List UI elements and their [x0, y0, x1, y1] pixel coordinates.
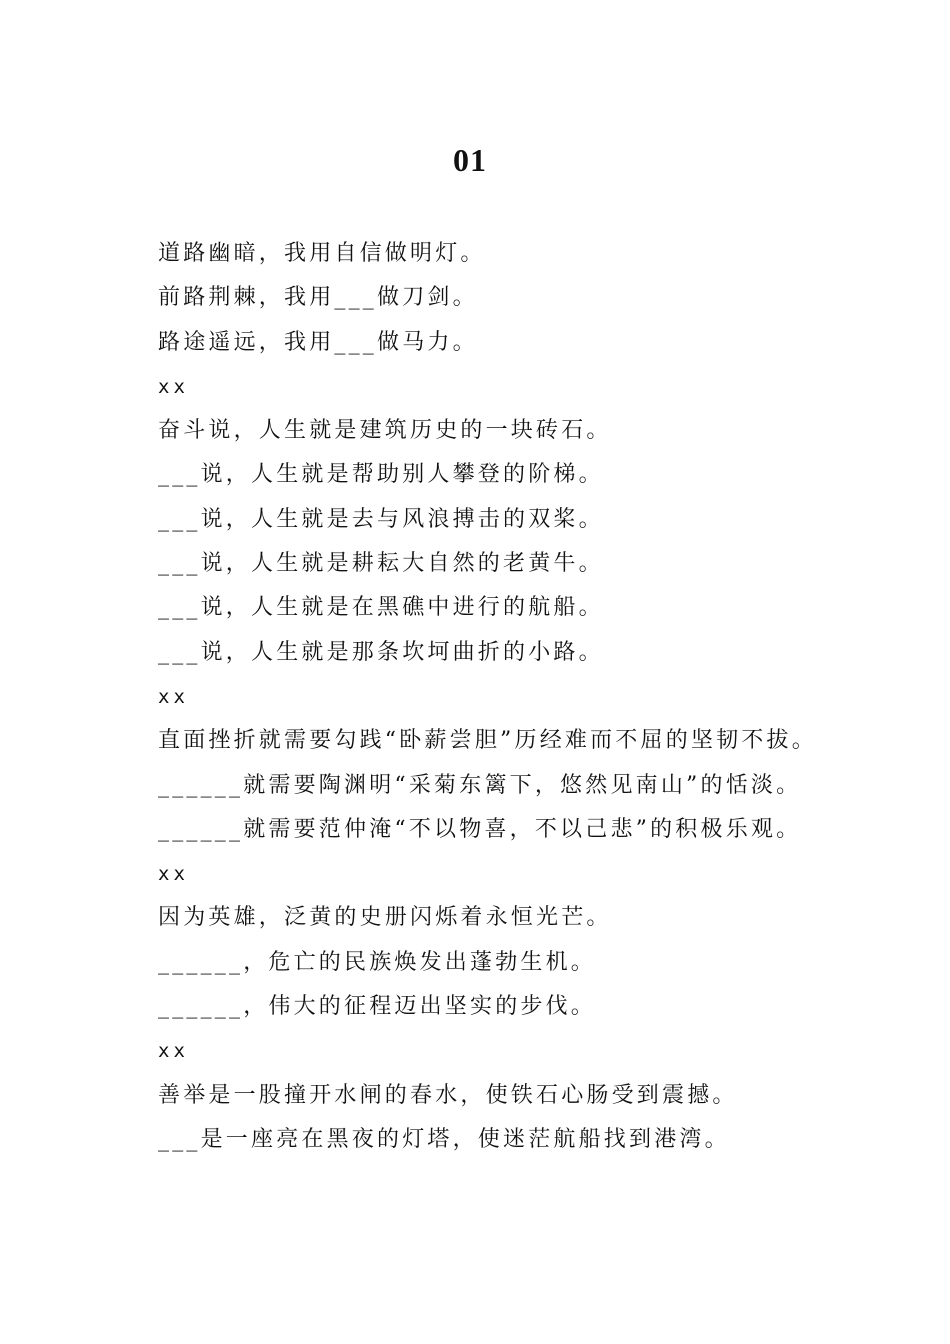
text-line: 奋斗说，人生就是建筑历史的一块砖石。 [158, 418, 612, 444]
text-line: ___说，人生就是那条坎坷曲折的小路。 [158, 639, 604, 665]
text-line: ______，危亡的民族焕发出蓬勃生机。 [158, 949, 597, 975]
text-line: 因为英雄，泛黄的史册闪烁着永恒光芒。 [158, 905, 612, 931]
text-line: ______就需要范仲淹“不以物喜，不以己悲”的积极乐观。 [158, 816, 802, 842]
separator-line: xx [158, 375, 189, 398]
section-title: 01 [453, 142, 487, 178]
text-line: ___说，人生就是在黑礁中进行的航船。 [158, 595, 604, 621]
text-line: ______就需要陶渊明“采菊东篱下，悠然见南山”的恬淡。 [158, 772, 802, 798]
text-line: ______，伟大的征程迈出坚实的步伐。 [158, 994, 597, 1020]
text-line: 善举是一股撞开水闸的春水，使铁石心肠受到震撼。 [158, 1082, 738, 1108]
separator-line: xx [158, 685, 189, 708]
separator-line: xx [158, 1040, 189, 1063]
text-line: 道路幽暗，我用自信做明灯。 [158, 241, 486, 266]
text-line: ___说，人生就是帮助别人攀登的阶梯。 [158, 462, 604, 488]
document-body [158, 232, 938, 1162]
separator-line: xx [158, 863, 189, 886]
text-line: 路途遥远，我用___做马力。 [158, 329, 478, 355]
text-line: 直面挫折就需要勾践“卧薪尝胆”历经难而不屈的坚韧不拔。 [158, 728, 817, 754]
text-line: 前路荆棘，我用___做刀剑。 [158, 285, 478, 311]
text-line: ___说，人生就是去与风浪搏击的双桨。 [158, 506, 604, 532]
text-line: ___是一座亮在黑夜的灯塔，使迷茫航船找到港湾。 [158, 1126, 730, 1152]
text-line: ___说，人生就是耕耘大自然的老黄牛。 [158, 551, 604, 577]
